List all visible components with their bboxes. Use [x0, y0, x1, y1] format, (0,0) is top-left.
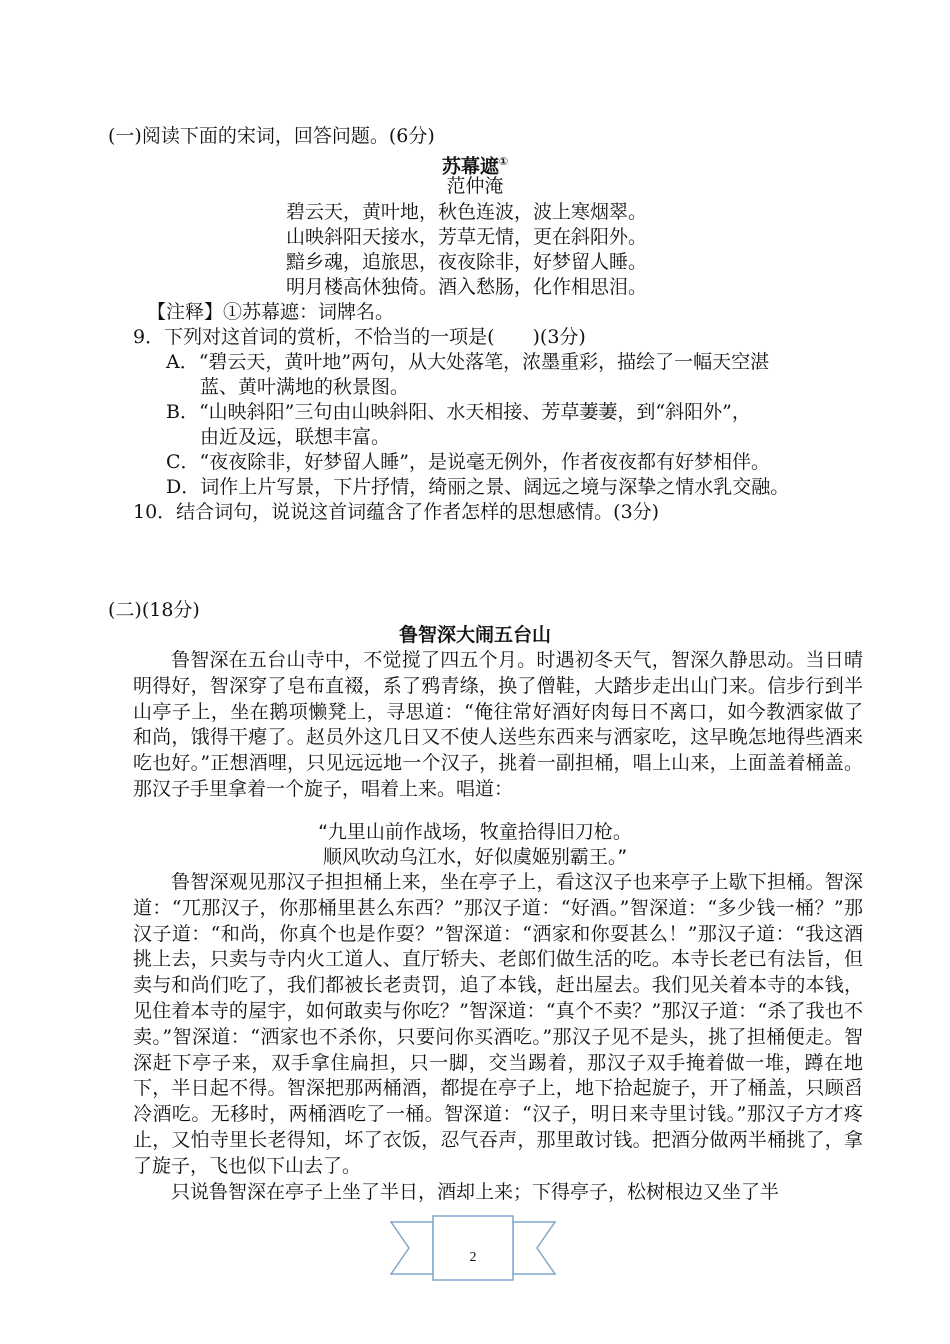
question-10: 10．结合词句，说说这首词蕴含了作者怎样的思想感情。(3分) [133, 501, 660, 523]
poem-author: 范仲淹 [446, 175, 504, 197]
page-number-ribbon [383, 1214, 563, 1294]
passage-paragraph-1: 鲁智深在五台山寺中，不觉搅了四五个月。时遇初冬天气，智深久静思动。当日晴明得好，智深穿了皂布直裰，系了鸦青绦，换了僧鞋，大踏步走出山门来。信步行到半山亭子上，坐在鹅项懒凳上，寻思道：“俺往常好酒好肉每日不离口，如今教洒家做了和尚，饿得干瘪了。赵员外这几日又不使人送些东西来与洒家吃，这早晚怎地得些酒来吃也好。”正想酒哩，只见远远地一个汉子，挑着一副担桶，唱上山来，上面盖着桶盖。那汉子手里拿着一个旋子，唱着上来。唱道： [133, 649, 863, 800]
poem-line-3: 黯乡魂，追旅思，夜夜除非，好梦留人睡。 [286, 251, 648, 273]
question-9-option-b: B．“山映斜阳”三句由山映斜阳、水天相接、芳草萋萋，到“斜阳外”， [166, 401, 751, 423]
passage-part-2 [133, 870, 863, 1205]
question-9-option-b-cont: 由近及远，联想丰富。 [200, 426, 391, 448]
poem-annotation: 【注释】①苏幕遮：词牌名。 [147, 301, 395, 323]
section2-heading: (二)(18分) [108, 599, 200, 621]
poem-title-text: 苏幕遮 [441, 155, 499, 178]
question-9-option-a-cont: 蓝、黄叶满地的秋景图。 [200, 376, 410, 398]
passage-paragraph-2: 鲁智深观见那汉子担担桶上来，坐在亭子上，看这汉子也来亭子上歇下担桶。智深道：“兀那汉子，你那桶里甚么东西？”那汉子道：“好酒。”智深道：“多少钱一桶？”那汉子道：“和尚，你真个也是作耍？”智深道：“洒家和你耍甚么！”那汉子道：“我这酒挑上去，只卖与寺内火工道人、直厅轿夫、老郎们做生活的吃。本寺长老已有法旨，但卖与和尚们吃了，我们都被长老责罚，追了本钱，赶出屋去。我们见关着本寺的本钱，见住着本寺的屋宇，如何敢卖与你吃？”智深道：“真个不卖？”那汉子道：“杀了我也不卖。”智深道：“洒家也不杀你，只要问你买酒吃。”那汉子见不是头，挑了担桶便走。智深赶下亭子来，双手拿住扁担，只一脚，交当踢着，那汉子双手掩着做一堆，蹲在地下，半日起不得。智深把那两桶酒，都提在亭子上，地下拾起旋子，开了桶盖，只顾舀冷酒吃。无移时，两桶酒吃了一桶。智深道：“汉子，明日来寺里讨钱。”那汉子方才疼止，又怕寺里长老得知，坏了衣饭，忍气吞声，那里敢讨钱。把酒分做两半桶挑了，拿了旋子，飞也似下山去了。 [133, 871, 863, 1177]
song-line-1: “九里山前作战场，牧童拾得旧刀枪。 [318, 821, 632, 843]
page-number: 2 [469, 1250, 477, 1265]
song-line-2: 顺风吹动乌江水，好似虞姬别霸王。” [322, 846, 628, 868]
question-9-stem: 9．下列对这首词的赏析，不恰当的一项是( )(3分) [133, 326, 586, 348]
passage-title: 鲁智深大闹五台山 [398, 624, 551, 646]
poem-note-mark: ① [498, 155, 509, 168]
passage-paragraph-3: 只说鲁智深在亭子上坐了半日，酒却上来；下得亭子，松树根边又坐了半 [171, 1180, 780, 1203]
poem-line-4: 明月楼高休独倚。酒入愁肠，化作相思泪。 [286, 276, 648, 298]
poem-line-1: 碧云天，黄叶地，秋色连波，波上寒烟翠。 [286, 201, 648, 223]
question-9-option-c: C．“夜夜除非，好梦留人睡”，是说毫无例外，作者夜夜都有好梦相伴。 [166, 451, 770, 473]
poem-line-2: 山映斜阳天接水，芳草无情，更在斜阳外。 [286, 226, 648, 248]
question-9-option-a: A．“碧云天，黄叶地”两句，从大处落笔，浓墨重彩，描绘了一幅天空湛 [166, 351, 770, 373]
section1-heading: (一)阅读下面的宋词，回答问题。(6分) [108, 125, 435, 147]
question-9-option-d: D．词作上片写景，下片抒情，绮丽之景、阔远之境与深挚之情水乳交融。 [166, 476, 790, 498]
passage-part-1 [133, 648, 863, 803]
